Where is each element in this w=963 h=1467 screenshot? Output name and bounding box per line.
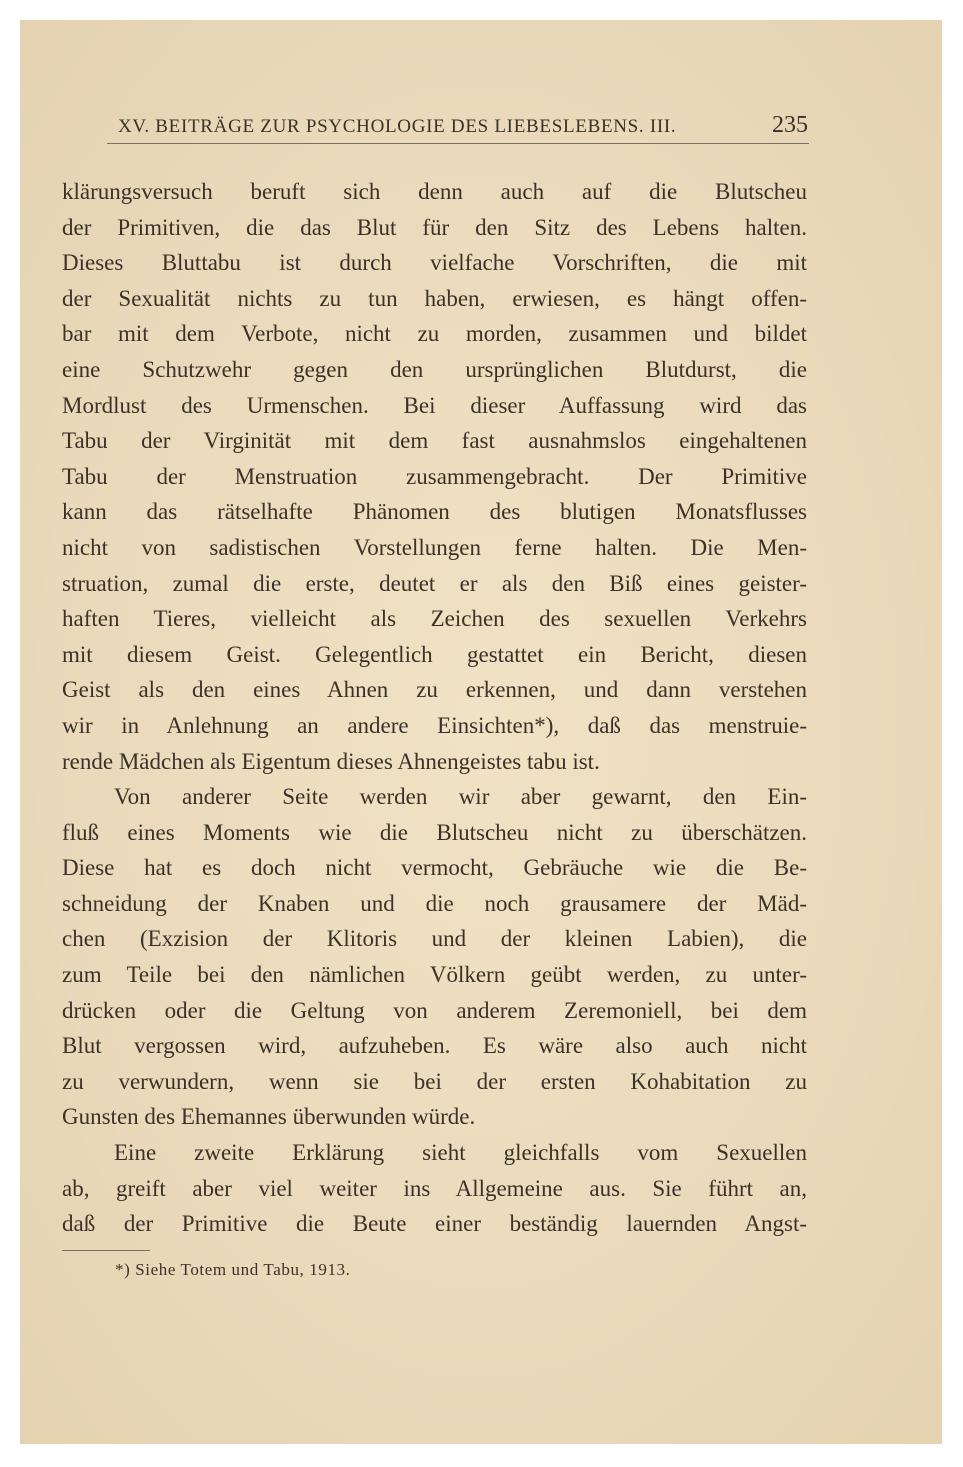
text-line: Tabu der Virginität mit dem fast ausnahmslos eingehaltenen (62, 428, 807, 454)
text-line: bar mit dem Verbote, nicht zu morden, zusammen und bildet (62, 321, 807, 347)
text-line: Dieses Bluttabu ist durch vielfache Vorschriften, die mit (62, 250, 807, 276)
header-title: XV. BEITRÄGE ZUR PSYCHOLOGIE DES LIEBESLEBENS. III. (118, 116, 677, 137)
header-rule (107, 143, 809, 144)
text-line: haften Tieres, vielleicht als Zeichen des sexuellen Verkehrs (62, 606, 807, 632)
text-line: Eine zweite Erklärung sieht gleichfalls vom Sexuellen (114, 1140, 807, 1166)
text-line: drücken oder die Geltung von anderem Zeremoniell, bei dem (62, 997, 807, 1023)
paragraph (62, 1135, 807, 1242)
paragraph (62, 174, 807, 779)
text-line: struation, zumal die erste, deutet er als den Biß eines geister- (62, 570, 807, 596)
text-line: zum Teile bei den nämlichen Völkern geübt werden, zu unter- (62, 962, 807, 988)
footnote: *) Siehe Totem und Tabu, 1913. (115, 1260, 351, 1279)
text-line: Tabu der Menstruation zusammengebracht. Der Primitive (62, 463, 807, 489)
page-number: 235 (772, 112, 808, 138)
text-line: Diese hat es doch nicht vermocht, Gebräuche wie die Be- (62, 855, 807, 881)
text-line: Blut vergossen wird, aufzuheben. Es wäre also auch nicht (62, 1033, 807, 1059)
text-line: fluß eines Moments wie die Blutscheu nicht zu überschätzen. (62, 819, 807, 845)
text-line: kann das rätselhafte Phänomen des blutigen Monatsflusses (62, 499, 807, 525)
text-line: Geist als den eines Ahnen zu erkennen, und dann verstehen (62, 677, 807, 703)
text-line: eine Schutzwehr gegen den ursprünglichen Blutdurst, die (62, 356, 807, 382)
text-line: rende Mädchen als Eigentum dieses Ahnengeistes tabu ist. (62, 748, 600, 774)
text-line: daß der Primitive die Beute einer beständig lauernden Angst- (62, 1211, 807, 1237)
text-line: wir in Anlehnung an andere Einsichten*), daß das menstruie- (62, 712, 807, 738)
text-line: Gunsten des Ehemannes überwunden würde. (62, 1104, 476, 1130)
text-line: Mordlust des Urmenschen. Bei dieser Auffassung wird das (62, 392, 807, 418)
running-header (118, 114, 808, 144)
text-line: ab, greift aber viel weiter ins Allgemeine aus. Sie führt an, (62, 1175, 807, 1201)
text-line: nicht von sadistischen Vorstellungen ferne halten. Die Men- (62, 534, 807, 560)
text-line: klärungsversuch beruft sich denn auch auf die Blutscheu (62, 179, 807, 204)
text-line: der Primitiven, die das Blut für den Sitz des Lebens halten. (62, 214, 807, 240)
footnote-rule (62, 1250, 150, 1251)
text-line: mit diesem Geist. Gelegentlich gestattet ein Bericht, diesen (62, 641, 807, 667)
text-line: schneidung der Knaben und die noch grausamere der Mäd- (62, 890, 807, 916)
body-text (62, 174, 807, 1242)
paragraph (62, 779, 807, 1135)
text-line: chen (Exzision der Klitoris und der kleinen Labien), die (62, 926, 807, 952)
text-line: zu verwundern, wenn sie bei der ersten Kohabitation zu (62, 1068, 807, 1094)
text-line: Von anderer Seite werden wir aber gewarnt, den Ein- (114, 784, 807, 810)
text-line: der Sexualität nichts zu tun haben, erwiesen, es hängt offen- (62, 285, 807, 311)
